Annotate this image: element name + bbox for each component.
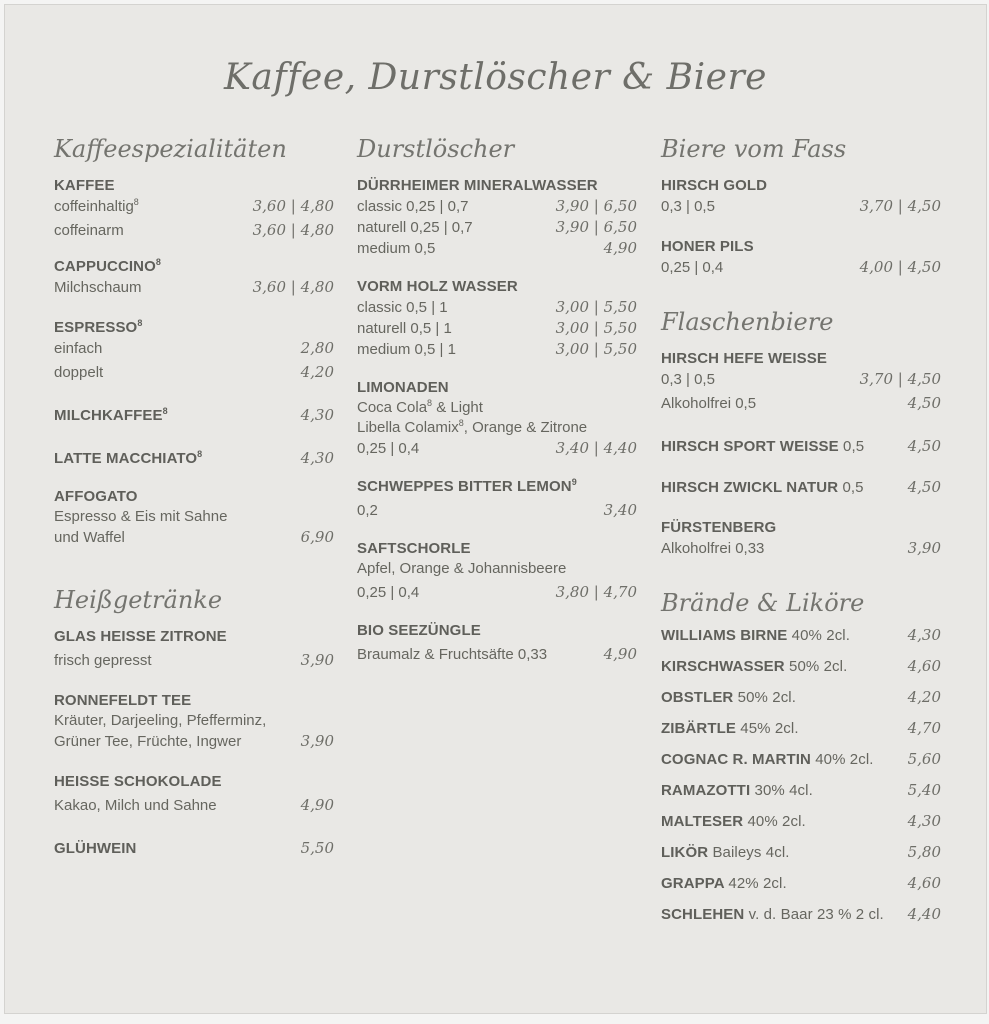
item-line: medium 0,5 | 1 3,00 | 5,50 [357,340,637,358]
item-price: 3,70 | 4,50 [859,370,941,388]
menu-item-limonaden [357,378,637,459]
menu-item-latte [54,448,334,469]
item-name: GRAPPA [661,875,725,892]
section-heading-flasche: Flaschenbiere [661,308,834,336]
item-price: 3,80 | 4,70 [555,583,637,601]
item-line [661,780,941,801]
item-line: Milchschaum 3,60 | 4,80 [54,278,334,296]
item-line: und Waffel 6,90 [54,528,334,546]
item-price: 3,90 | 6,50 [555,197,637,215]
item-name: BIO SEEZÜNGLE [357,622,481,639]
menu-item-gluehwein [54,838,334,859]
item-price: 3,60 | 4,80 [252,221,334,239]
item-line: einfach 2,80 [54,339,334,357]
section-heading-fass: Biere vom Fass [661,135,847,163]
item-line [661,625,941,646]
item-detail: 50% 2cl. [737,689,796,706]
item-price: 3,70 | 4,50 [859,197,941,215]
item-price: 3,40 | 4,40 [555,439,637,457]
item-name: RONNEFELDT TEE [54,692,192,709]
item-price: 3,90 [907,539,941,557]
item-line [661,718,941,739]
menu-item-saftschorle [357,539,637,603]
item-line: Grüner Tee, Früchte, Ingwer 3,90 [54,732,334,750]
item-price: 4,40 [907,905,941,923]
list-item [661,873,941,894]
item-price: 4,50 [907,394,941,412]
list-item [661,749,941,770]
item-line: 0,25 | 0,4 4,00 | 4,50 [661,258,941,276]
item-price: 4,00 | 4,50 [859,258,941,276]
menu-item-affogato [54,487,334,548]
item-detail: 30% 4cl. [754,782,813,799]
item-name: RAMAZOTTI [661,782,751,799]
braende-list [661,625,941,925]
item-line: GLÜHWEIN 5,50 [54,839,334,857]
item-desc: Apfel, Orange & Johannisbeere [357,560,567,577]
menu-item-milchkaffee [54,405,334,426]
item-name: HONER PILS [661,238,754,255]
item-desc: Libella Colamix$^8$, Orange & Zitrone [357,418,588,436]
menu-item-hirsch-gold [661,176,941,217]
section-heading-durst: Durstlöscher [357,135,515,163]
item-line: coffeinarm 3,60 | 4,80 [54,221,334,239]
item-price: 3,60 | 4,80 [252,197,334,215]
item-price: 4,50 [907,437,941,455]
item-price: 4,60 [907,874,941,892]
item-name: OBSTLER [661,689,734,706]
item-line [661,749,941,770]
list-item [661,718,941,739]
menu-page [4,4,987,1014]
item-price: 4,90 [300,796,334,814]
item-name: FÜRSTENBERG [661,519,777,536]
item-price: 3,00 | 5,50 [555,319,637,337]
menu-item-honer-pils [661,237,941,278]
item-line: naturell 0,25 | 0,7 3,90 | 6,50 [357,218,637,236]
section-heading-braende: Brände & Liköre [661,589,865,617]
item-line [661,811,941,832]
item-name: MALTESER [661,813,744,830]
menu-item-bio-seezuengle [357,621,637,665]
item-name: ESPRESSO$^8$ [54,318,143,336]
item-desc: Espresso & Eis mit Sahne [54,508,228,525]
menu-item-hefe-weisse [661,349,941,414]
item-line [661,904,941,925]
item-name: HEISSE SCHOKOLADE [54,773,222,790]
item-line: Kakao, Milch und Sahne 4,90 [54,796,334,814]
item-price: 3,00 | 5,50 [555,298,637,316]
item-line: 0,25 | 0,4 3,40 | 4,40 [357,439,637,457]
item-price: 5,50 [300,839,334,857]
item-line: MILCHKAFFEE$^8$ 4,30 [54,406,334,424]
item-line: LATTE MACCHIATO$^8$ 4,30 [54,449,334,467]
item-price: 4,50 [907,478,941,496]
item-price: 5,60 [907,750,941,768]
menu-item-fuerstenberg [661,518,941,559]
item-price: 4,30 [907,812,941,830]
item-line: HIRSCH ZWICKL NATUR 0,5 4,50 [661,478,941,496]
item-name: CAPPUCCINO$^8$ [54,257,161,275]
item-desc: Coca Cola$^8$ & Light [357,398,483,416]
item-line: 0,3 | 0,5 3,70 | 4,50 [661,370,941,388]
item-line: frisch gepresst 3,90 [54,651,334,669]
menu-item-cappuccino [54,257,334,298]
item-name: LIMONADEN [357,379,449,396]
menu-item-zitrone [54,627,334,671]
menu-item-holz-wasser [357,277,637,360]
item-price: 4,90 [603,645,637,663]
item-detail: 40% 2cl. [791,627,851,644]
list-item [661,625,941,646]
item-price: 4,90 [603,239,637,257]
item-line: 0,2 3,40 [357,501,637,519]
menu-item-zwickl-natur [661,477,941,498]
column-kaffee [54,131,334,859]
menu-item-sport-weisse [661,436,941,457]
item-line: doppelt 4,20 [54,363,334,381]
item-line: naturell 0,5 | 1 3,00 | 5,50 [357,319,637,337]
item-price: 3,90 [300,732,334,750]
item-detail: 45% 2cl. [740,720,799,737]
column-biere [661,131,941,925]
item-line: classic 0,25 | 0,7 3,90 | 6,50 [357,197,637,215]
item-price: 3,60 | 4,80 [252,278,334,296]
item-name: KIRSCHWASSER [661,658,785,675]
list-item [661,811,941,832]
item-name: SCHLEHEN [661,906,745,923]
menu-item-kaffee [54,176,334,241]
item-price: 3,90 [300,651,334,669]
item-line [661,687,941,708]
item-line [661,656,941,677]
item-line [661,873,941,894]
menu-item-schokolade [54,772,334,816]
item-price: 5,40 [907,781,941,799]
item-price: 4,30 [300,406,334,424]
item-detail: Baileys 4cl. [712,844,790,861]
item-price: 3,90 | 6,50 [555,218,637,236]
item-name: ZIBÄRTLE [661,720,736,737]
list-item [661,904,941,925]
item-name: VORM HOLZ WASSER [357,278,518,295]
menu-item-mineralwasser [357,176,637,259]
section-heading-heiss: Heißgetränke [54,586,223,614]
item-detail: 42% 2cl. [728,875,787,892]
menu-item-tee [54,691,334,752]
item-name: WILLIAMS BIRNE [661,627,788,644]
item-line: HIRSCH SPORT WEISSE 0,5 4,50 [661,437,941,455]
item-price: 3,40 [603,501,637,519]
item-line: Alkoholfrei 0,5 4,50 [661,394,941,412]
item-detail: 40% 2cl. [747,813,806,830]
item-price: 6,90 [300,528,334,546]
item-name: DÜRRHEIMER MINERALWASSER [357,177,598,194]
item-price: 3,00 | 5,50 [555,340,637,358]
item-name: SAFTSCHORLE [357,540,471,557]
item-line: coffeinhaltig$^8$ 3,60 | 4,80 [54,197,334,215]
item-price: 4,30 [300,449,334,467]
list-item [661,687,941,708]
item-detail: 40% 2cl. [815,751,874,768]
item-line: medium 0,5 4,90 [357,239,637,257]
list-item [661,842,941,863]
list-item [661,656,941,677]
item-price: 4,70 [907,719,941,737]
item-price: 4,30 [907,626,941,644]
item-name: LIKÖR [661,844,709,861]
item-name: KAFFEE [54,177,115,194]
item-detail: 50% 2cl. [789,658,848,675]
item-line: classic 0,5 | 1 3,00 | 5,50 [357,298,637,316]
item-desc: Kräuter, Darjeeling, Pfefferminz, [54,712,267,729]
item-name: HIRSCH HEFE WEISSE [661,350,827,367]
page-title: Kaffee, Durstlöscher & Biere [224,57,767,98]
list-item [661,780,941,801]
item-price: 4,60 [907,657,941,675]
item-name: HIRSCH GOLD [661,177,768,194]
item-name: COGNAC R. MARTIN [661,751,811,768]
section-heading-kaffee: Kaffeespezialitäten [54,135,287,163]
item-line: 0,25 | 0,4 3,80 | 4,70 [357,583,637,601]
item-name: AFFOGATO [54,488,138,505]
menu-item-schweppes [357,477,637,521]
item-name: SCHWEPPES BITTER LEMON$^9$ [357,477,577,495]
item-name: GLAS HEISSE ZITRONE [54,628,227,645]
item-price: 5,80 [907,843,941,861]
item-detail: v. d. Baar 23 % 2 cl. [748,906,884,923]
item-line: Braumalz & Fruchtsäfte 0,33 4,90 [357,645,637,663]
item-line [661,842,941,863]
item-price: 2,80 [300,339,334,357]
item-price: 4,20 [300,363,334,381]
item-line: 0,3 | 0,5 3,70 | 4,50 [661,197,941,215]
item-price: 4,20 [907,688,941,706]
column-durst [357,131,637,665]
item-line: Alkoholfrei 0,33 3,90 [661,539,941,557]
menu-item-espresso [54,318,334,383]
